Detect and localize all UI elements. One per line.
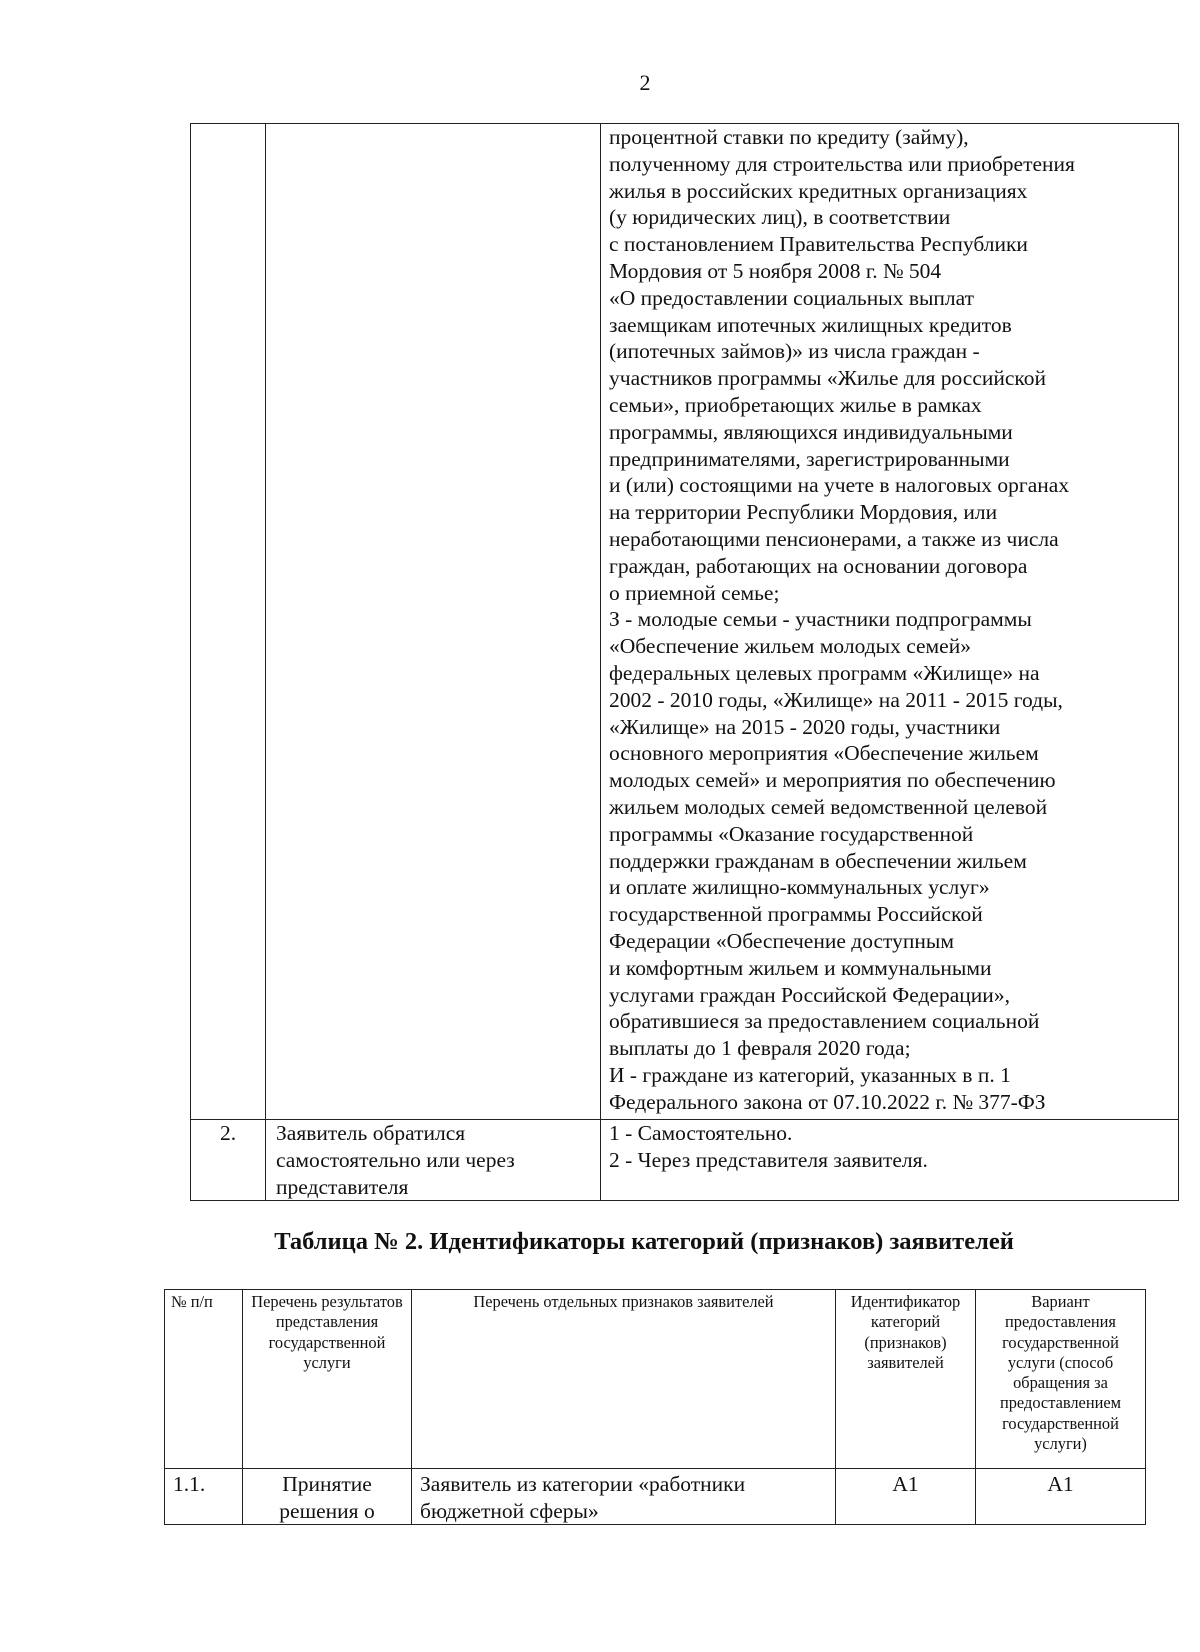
text-line: самостоятельно или через [276,1147,515,1172]
applicant-identifiers-table [164,1289,1146,1525]
applicant-criteria-table [190,123,1179,1201]
text-line: заемщикам ипотечных жилищных кредитов [609,312,1012,337]
continuation-text [609,124,1170,1115]
text-line: (у юридических лиц), в соответствии [609,205,951,230]
text-line: представителя [276,1174,409,1199]
text-line: о приемной семье; [609,580,780,605]
text-line: З - молодые семьи - участники подпрограммы [609,607,1032,632]
text-line: предпринимателями, зарегистрированными [609,446,1010,471]
text-line: граждан, работающих на основании договора [609,553,1028,578]
page-number: 2 [639,70,651,95]
text-line: (ипотечных займов)» из числа граждан - [609,339,980,364]
question-text [266,1120,601,1201]
signs-cell [412,1469,836,1525]
text-line: Принятие [282,1472,372,1496]
header-variant: Вариант предоставления государственной услуги (способ обращения за предоставлением государственной услуги) [976,1290,1146,1469]
text-line: на территории Республики Мордовия, или [609,500,998,525]
text-line: 2002 - 2010 годы, «Жилище» на 2011 - 2015 годы, [609,687,1063,712]
question-cell [266,124,601,1120]
table-header-row [165,1290,1146,1469]
header-results: Перечень результатов представления государственной услуги [243,1290,412,1469]
text-line: решения о [279,1498,375,1523]
text-line: 1 - Самостоятельно. [609,1121,793,1145]
table-caption: Таблица № 2. Идентификаторы категорий (признаков) заявителей [274,1228,1014,1255]
text-line: И - граждане из категорий, указанных в п. 1 [609,1062,1011,1087]
text-line: программы, являющихся индивидуальными [609,419,1013,444]
text-line: жильем молодых семей ведомственной целевой [609,794,1048,819]
text-line: молодых семей» и мероприятия по обеспечению [609,768,1056,793]
table-row [191,1120,1179,1201]
text-line: программы «Оказание государственной [609,821,974,846]
text-line: поддержки гражданам в обеспечении жильем [609,848,1027,873]
text-line: полученному для строительства или приобретения [609,151,1075,176]
identifier-cell: А1 [836,1469,976,1525]
variant-cell: А1 [976,1469,1146,1525]
row-number: 1.1. [165,1469,243,1525]
text-line: «Обеспечение жильем молодых семей» [609,634,971,659]
text-line: семьи», приобретающих жилье в рамках [609,392,982,417]
text-line: Федерального закона от 07.10.2022 г. № 377-ФЗ [609,1089,1046,1114]
text-line: «Жилище» на 2015 - 2020 годы, участники [609,714,1001,739]
text-line: бюджетной сферы» [420,1498,599,1523]
text-line: выплаты до 1 февраля 2020 года; [609,1036,911,1061]
text-line: и оплате жилищно-коммунальных услуг» [609,875,990,900]
answer-text [601,1120,1179,1201]
text-line: федеральных целевых программ «Жилище» на [609,660,1040,685]
text-line: и комфортным жильем и коммунальными [609,955,992,980]
text-line: Заявитель обратился [276,1121,466,1145]
text-line: Федерации «Обеспечение доступным [609,928,954,953]
number-cell [191,124,266,1120]
text-line: неработающими пенсионерами, а также из числа [609,526,1059,551]
text-line: с постановлением Правительства Республики [609,232,1028,257]
header-identifier: Идентификатор категорий (признаков) заявителей [836,1290,976,1469]
result-cell [243,1469,412,1525]
answer-cell [601,124,1179,1120]
text-line: государственной программы Российской [609,902,983,927]
text-line: 2 - Через представителя заявителя. [609,1147,928,1172]
text-line: услугами граждан Российской Федерации», [609,982,1010,1007]
text-line: процентной ставки по кредиту (займу), [609,125,969,149]
text-line: участников программы «Жилье для российской [609,366,1047,391]
text-line: Мордовия от 5 ноября 2008 г. № 504 [609,258,942,283]
table-row [165,1469,1146,1525]
header-signs: Перечень отдельных признаков заявителей [412,1290,836,1469]
header-number: № п/п [165,1290,243,1469]
row-number: 2. [191,1120,266,1201]
text-line: «О предоставлении социальных выплат [609,285,975,310]
text-line: Заявитель из категории «работники [420,1472,746,1496]
text-line: жилья в российских кредитных организациях [609,178,1028,203]
text-line: основного мероприятия «Обеспечение жильем [609,741,1039,766]
text-line: обратившиеся за предоставлением социальной [609,1009,1040,1034]
text-line: и (или) состоящими на учете в налоговых органах [609,473,1070,498]
table-row [191,124,1179,1120]
